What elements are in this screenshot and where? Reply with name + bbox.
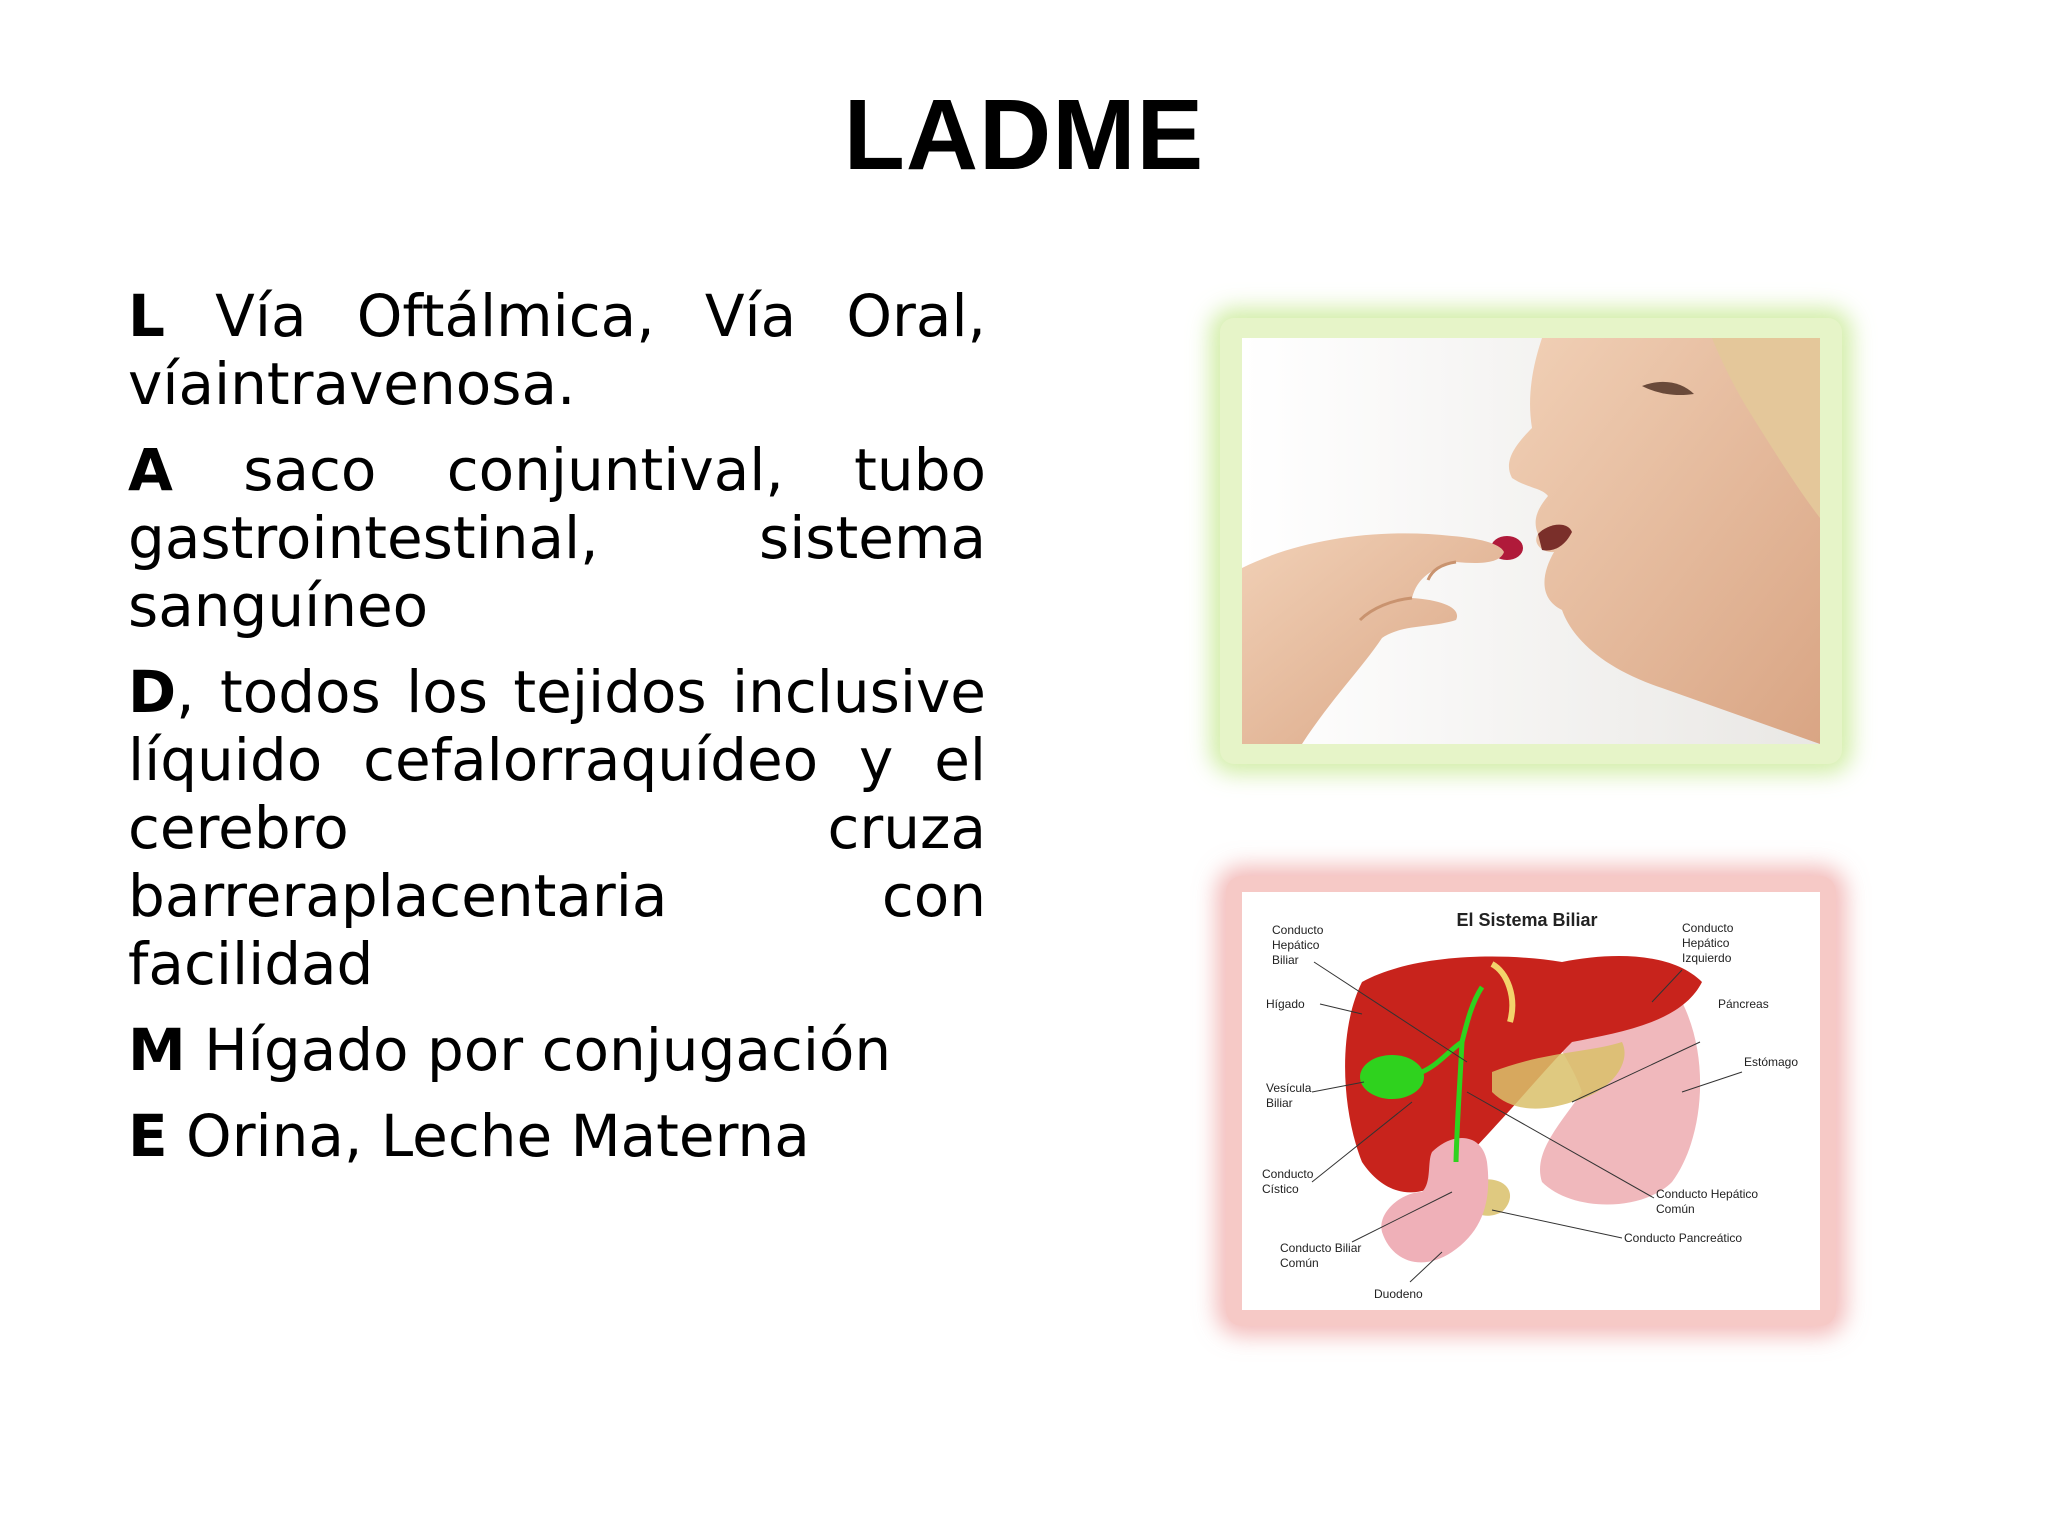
item-d xyxy=(128,658,986,998)
biliary-system-illustration xyxy=(1242,892,1820,1310)
biliary-system-diagram xyxy=(1242,892,1820,1310)
item-text: Hígado por conjugación xyxy=(185,1016,892,1084)
item-a xyxy=(128,436,986,640)
person-taking-pill-image xyxy=(1242,338,1820,744)
label-conducto-hepatico-comun: Conducto Hepático Común xyxy=(1656,1187,1759,1216)
item-e xyxy=(128,1102,986,1170)
item-text: Orina, Leche Materna xyxy=(167,1102,810,1170)
ladme-list xyxy=(128,282,986,1188)
label-pancreas: Páncreas xyxy=(1718,997,1769,1011)
item-text: Vía Oftálmica, Vía Oral, víaintravenosa. xyxy=(128,282,986,418)
item-text: , todos los tejidos inclusive líquido cefalorraquídeo y el cerebro cruza barreraplacentaria con facilidad xyxy=(128,658,986,998)
slide-title: LADME xyxy=(843,79,1205,191)
label-vesicula-biliar: Vesícula Biliar xyxy=(1266,1081,1312,1110)
item-letter: L xyxy=(128,282,165,350)
item-letter: M xyxy=(128,1016,186,1084)
item-l xyxy=(128,282,986,418)
label-estomago: Estómago xyxy=(1744,1055,1799,1069)
label-conducto-hepatico-izquierdo: Conducto Hepático Izquierdo xyxy=(1682,921,1734,965)
photo-frame xyxy=(1220,318,1842,764)
diagram-frame xyxy=(1226,876,1836,1326)
label-conducto-biliar-comun: Conducto Biliar Común xyxy=(1280,1241,1362,1270)
item-m xyxy=(128,1016,986,1084)
label-conducto-cistico: Conducto Cístico xyxy=(1262,1167,1314,1196)
label-higado: Hígado xyxy=(1266,997,1305,1011)
label-conducto-hepatico-biliar: Conducto Hepático Biliar xyxy=(1272,923,1324,967)
label-duodeno: Duodeno xyxy=(1374,1287,1423,1301)
item-text: saco conjuntival, tubo gastrointestinal, sistema sanguíneo xyxy=(128,436,986,640)
label-conducto-pancreatico: Conducto Pancreático xyxy=(1624,1231,1743,1245)
item-letter: A xyxy=(128,436,173,504)
item-letter: D xyxy=(128,658,177,726)
item-letter: E xyxy=(128,1102,168,1170)
diagram-title: El Sistema Biliar xyxy=(1456,910,1598,930)
pill-photo xyxy=(1242,338,1820,744)
